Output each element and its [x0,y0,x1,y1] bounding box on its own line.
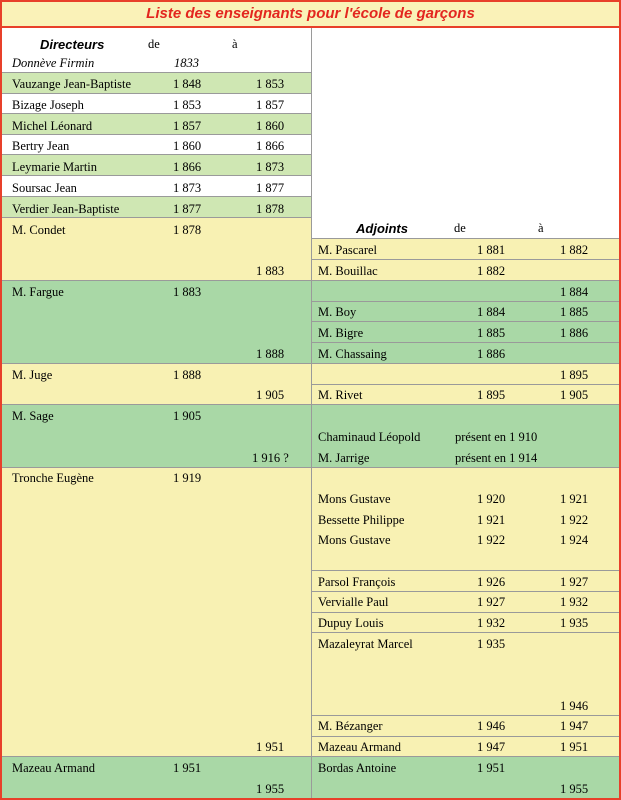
director-de: 1 853 [173,98,202,112]
column-divider [311,28,312,798]
list-item [2,181,311,197]
adjoint-name: Mazeau Armand [318,740,401,754]
adjoint-a: 1 946 [560,699,589,713]
director-de: 1 848 [173,77,202,91]
list-item [312,388,619,404]
adjoint-name: Chaminaud Léopold [318,430,421,444]
adjoint-de: 1 895 [477,388,506,402]
director-a: 1 860 [256,119,285,133]
adjoint-a: 1 955 [560,782,589,796]
adjoint-de: 1 921 [477,513,506,527]
adjoint-de: 1 920 [477,492,506,506]
list-item [2,264,311,280]
list-item [2,451,311,467]
director-a: 1 853 [256,77,285,91]
list-item [2,160,311,176]
director-de: 1 888 [173,368,202,382]
list-item [2,56,311,72]
director-name: M. Sage [12,409,54,423]
directeurs-de-label: de [148,37,160,51]
adjoint-name: M. Rivet [318,388,363,402]
page-title: Liste des enseignants pour l'école de garçons [2,2,619,28]
director-a: 1 857 [256,98,285,112]
list-item [312,264,619,280]
director-de: 1833 [174,56,199,70]
adjoints-a-label: à [538,221,544,235]
list-item [2,409,311,425]
adjoint-name: M. Pascarel [318,243,378,257]
list-item [312,430,619,446]
adjoints-label: Adjoints [356,221,408,236]
list-item [312,492,619,508]
director-a: 1 877 [256,181,285,195]
list-item [312,575,619,591]
adjoint-de: 1 951 [477,761,506,775]
director-a: 1 873 [256,160,285,174]
adjoint-a: 1 884 [560,285,589,299]
adjoint-a: 1 882 [560,243,589,257]
adjoint-de: 1 922 [477,533,506,547]
adjoint-a: 1 927 [560,575,589,589]
list-item [312,347,619,363]
director-name: Bizage Joseph [12,98,84,112]
adjoint-a: 1 905 [560,388,589,402]
director-a: 1 878 [256,202,285,216]
list-item [2,388,311,404]
adjoint-a: 1 947 [560,719,589,733]
list-item [2,119,311,135]
list-item [2,347,311,363]
director-name: Michel Léonard [12,119,93,133]
adjoint-a: 1 885 [560,305,589,319]
director-de: 1 905 [173,409,202,423]
adjoint-a: 1 932 [560,595,589,609]
director-de: 1 877 [173,202,202,216]
director-name: M. Fargue [12,285,64,299]
director-name: Mazeau Armand [12,761,95,775]
adjoint-name: Mons Gustave [318,492,391,506]
director-a: 1 916 ? [252,451,289,465]
list-item [2,761,311,777]
director-name: Donnève Firmin [12,56,95,70]
list-item [2,223,311,239]
list-item [312,616,619,632]
director-a: 1 883 [256,264,285,278]
director-de: 1 866 [173,160,202,174]
adjoint-name: M. Bouillac [318,264,378,278]
adjoint-name: Bessette Philippe [318,513,405,527]
block-tronche [2,468,311,756]
adjoint-a: 1 951 [560,740,589,754]
adjoints-de-label: de [454,221,466,235]
director-name: Leymarie Martin [12,160,98,174]
director-name: Vauzange Jean-Baptiste [12,77,132,91]
director-name: M. Juge [12,368,53,382]
adjoint-a: 1 935 [560,616,589,630]
list-item [312,761,619,777]
adjoint-name: Parsol François [318,575,396,589]
adjoint-de: 1 946 [477,719,506,733]
adjoint-a: 1 921 [560,492,589,506]
list-item [312,782,619,798]
adjoints-header [312,221,619,237]
list-item [312,513,619,529]
director-de: 1 857 [173,119,202,133]
director-a: 1 888 [256,347,285,361]
list-item [312,637,619,653]
adjoint-de: présent en 1 914 [455,451,538,465]
adjoint-name: M. Bézanger [318,719,383,733]
director-name: M. Condet [12,223,66,237]
adjoint-name: M. Boy [318,305,357,319]
adjoint-de: 1 927 [477,595,506,609]
director-a: 1 951 [256,740,285,754]
list-item [2,471,311,487]
list-item [312,326,619,342]
adjoint-de: présent en 1 910 [455,430,538,444]
adjoint-name: M. Chassaing [318,347,387,361]
list-item [2,740,311,756]
director-name: Verdier Jean-Baptiste [12,202,120,216]
list-item [2,98,311,114]
adjoint-de: 1 885 [477,326,506,340]
director-a: 1 866 [256,139,285,153]
list-item [2,139,311,155]
list-item [2,285,311,301]
list-item [312,595,619,611]
adjoint-a: 1 886 [560,326,589,340]
director-a: 1 905 [256,388,285,402]
list-item [312,740,619,756]
director-name: Tronche Eugène [12,471,94,485]
list-item [312,305,619,321]
list-item [2,368,311,384]
list-item [2,202,311,218]
director-de: 1 860 [173,139,202,153]
list-item [2,77,311,93]
directeurs-label: Directeurs [40,37,105,52]
director-de: 1 878 [173,223,202,237]
adjoint-name: M. Bigre [318,326,364,340]
adjoint-a: 1 924 [560,533,589,547]
adjoint-de: 1 882 [477,264,506,278]
adjoint-a: 1 895 [560,368,589,382]
list-item [312,368,619,384]
adjoint-de: 1 947 [477,740,506,754]
adjoint-de: 1 884 [477,305,506,319]
director-de: 1 883 [173,285,202,299]
list-item [312,451,619,467]
adjoint-a: 1 922 [560,513,589,527]
director-name: Bertry Jean [12,139,70,153]
list-item [312,719,619,735]
adjoint-de: 1 881 [477,243,506,257]
adjoint-name: Mons Gustave [318,533,391,547]
director-de: 1 873 [173,181,202,195]
adjoint-de: 1 932 [477,616,506,630]
list-item [312,533,619,549]
adjoint-name: Vervialle Paul [318,595,389,609]
adjoint-de: 1 886 [477,347,506,361]
directeurs-header [2,37,311,53]
list-item [2,782,311,798]
adjoint-name: M. Jarrige [318,451,370,465]
list-item [312,285,619,301]
directeurs-a-label: à [232,37,238,51]
adjoint-name: Mazaleyrat Marcel [318,637,413,651]
director-name: Soursac Jean [12,181,77,195]
director-de: 1 919 [173,471,202,485]
adjoint-name: Bordas Antoine [318,761,397,775]
director-de: 1 951 [173,761,202,775]
list-item [312,243,619,259]
adjoint-de: 1 935 [477,637,506,651]
list-item [312,699,619,715]
adjoint-de: 1 926 [477,575,506,589]
director-a: 1 955 [256,782,285,796]
adjoint-name: Dupuy Louis [318,616,384,630]
